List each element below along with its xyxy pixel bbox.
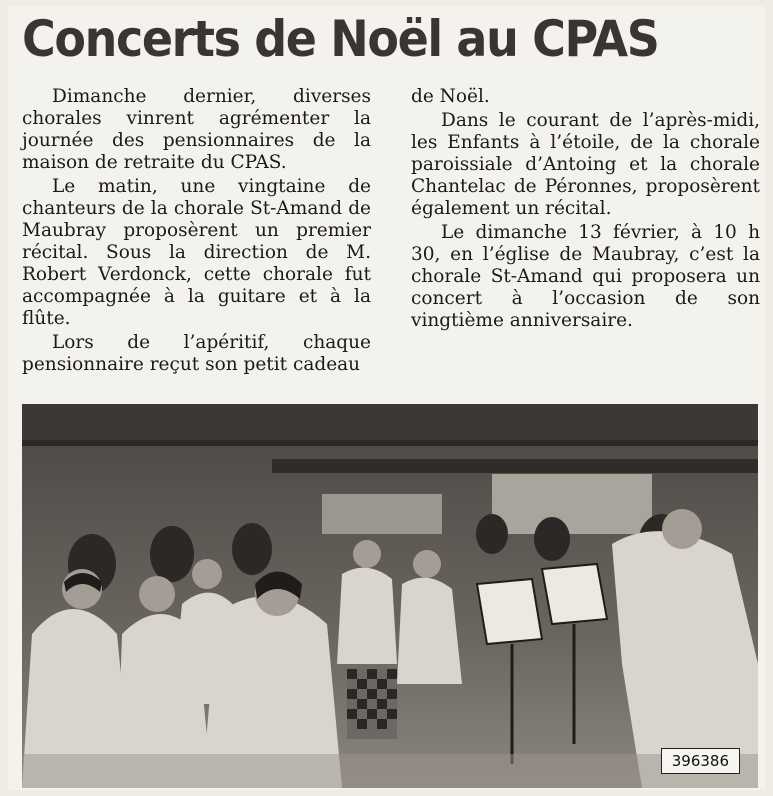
paragraph: Le dimanche 13 février, à 10 h 30, en l’église de Maubray, c’est la chorale St-Amand qui proposera un concert à l’occasion de son vingtième anniversaire. (411, 222, 760, 331)
article-body (22, 86, 760, 398)
paragraph: Dans le courant de l’après-midi, les Enfants à l’étoile, de la chorale paroissiale d’Antoing et la chorale Chantelac de Péronnes, proposèrent également un récital. (411, 110, 760, 219)
photo-reference-number: 396386 (661, 748, 740, 774)
article-column-1 (22, 86, 371, 398)
paragraph: Dimanche dernier, diverses chorales vinrent agrémenter la journée des pensionnaires de la maison de retraite du CPAS. (22, 86, 371, 173)
choir-photo (22, 404, 758, 788)
paragraph: Lors de l’apéritif, chaque pensionnaire reçut son petit cadeau (22, 332, 371, 375)
article-column-2 (411, 86, 760, 398)
paragraph: Le matin, une vingtaine de chanteurs de la chorale St-Amand de Maubray proposèrent un premier récital. Sous la direction de M. Robert Verdonck, cette chorale fut accompagnée à la guitare et à la flûte. (22, 176, 371, 329)
photo-illustration (22, 404, 758, 788)
paragraph: de Noël. (411, 86, 490, 107)
headline: Concerts de Noël au CPAS (22, 10, 659, 68)
